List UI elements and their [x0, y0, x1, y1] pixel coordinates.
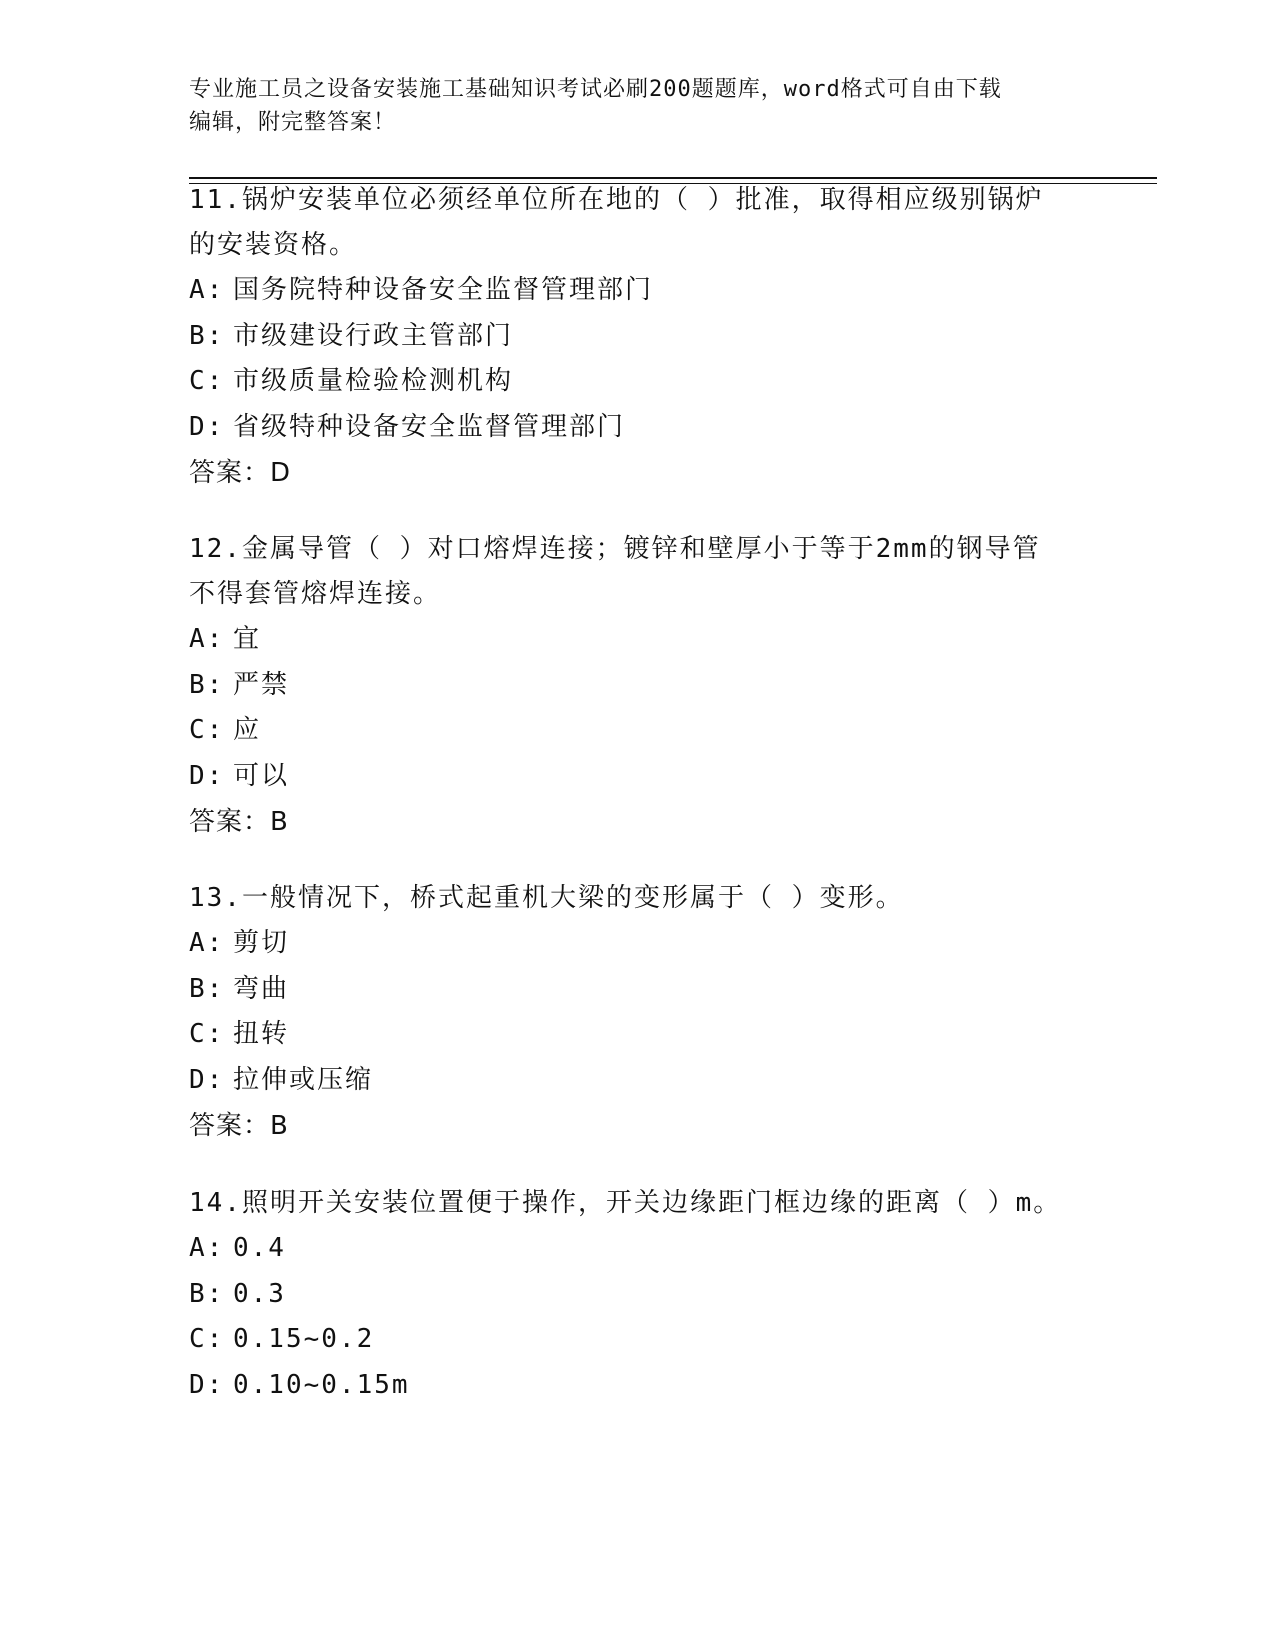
header-title-line-1: 专业施工员之设备安装施工基础知识考试必刷200题题库，word格式可自由下载: [189, 77, 1002, 102]
option-c: [189, 359, 1069, 405]
option-letter: D:: [189, 760, 225, 791]
option-letter: D:: [189, 1064, 225, 1095]
question-12: [189, 527, 1069, 845]
option-text: 严禁: [233, 669, 290, 700]
option-b: [189, 967, 1069, 1013]
option-text: 省级特种设备安全监督管理部门: [233, 411, 626, 442]
option-a: [189, 1226, 1069, 1272]
question-stem-line: 的安装资格。: [189, 230, 358, 260]
option-d: [189, 754, 1069, 800]
option-text: 弯曲: [233, 973, 290, 1004]
option-a: [189, 617, 1069, 663]
option-text: 拉伸或压缩: [233, 1064, 374, 1095]
option-a: [189, 268, 1069, 314]
option-letter: A:: [189, 624, 225, 654]
option-text: 市级质量检验检测机构: [233, 366, 514, 396]
answer-line: 答案：B: [189, 1111, 289, 1141]
option-text: 扭转: [233, 1019, 290, 1049]
option-letter: A:: [189, 928, 225, 958]
question-stem-line: 11.锅炉安装单位必须经单位所在地的（ ）批准，取得相应级别锅炉: [189, 185, 1044, 215]
option-text: 0.4: [233, 1233, 286, 1263]
option-text: 市级建设行政主管部门: [233, 320, 514, 351]
option-letter: C:: [189, 1324, 225, 1354]
option-text: 0.3: [233, 1278, 286, 1309]
option-letter: A:: [189, 1233, 225, 1263]
option-text: 宜: [233, 624, 262, 654]
option-letter: A:: [189, 275, 225, 305]
question-11: [189, 178, 1069, 496]
question-stem-line: 13.一般情况下，桥式起重机大梁的变形属于（ ）变形。: [189, 883, 904, 913]
question-stem-line: 不得套管熔焊连接。: [189, 579, 442, 609]
option-letter: B:: [189, 973, 225, 1004]
option-letter: C:: [189, 1019, 225, 1049]
question-stem-line: 12.金属导管（ ）对口熔焊连接；镀锌和壁厚小于等于2mm的钢导管: [189, 534, 1041, 564]
question-13: [189, 876, 1069, 1149]
option-c: [189, 1012, 1069, 1058]
option-text: 可以: [233, 760, 290, 791]
option-c: [189, 708, 1069, 754]
option-letter: B:: [189, 669, 225, 700]
option-text: 剪切: [233, 928, 290, 958]
option-a: [189, 921, 1069, 967]
option-d: [189, 1363, 1069, 1409]
option-letter: B:: [189, 1278, 225, 1309]
option-d: [189, 405, 1069, 451]
option-b: [189, 314, 1069, 360]
document-header: [189, 73, 1069, 139]
option-text: 国务院特种设备安全监督管理部门: [233, 275, 654, 305]
option-c: [189, 1317, 1069, 1363]
option-b: [189, 663, 1069, 709]
header-title-line-2: 编辑，附完整答案！: [189, 110, 397, 135]
option-d: [189, 1058, 1069, 1104]
answer-line: 答案：D: [189, 458, 292, 488]
option-letter: C:: [189, 366, 225, 396]
option-text: 应: [233, 715, 262, 745]
option-text: 0.10~0.15m: [233, 1369, 410, 1400]
option-b: [189, 1272, 1069, 1318]
question-stem-line: 14.照明开关安装位置便于操作，开关边缘距门框边缘的距离（ ）m。: [189, 1188, 1062, 1218]
option-letter: B:: [189, 320, 225, 351]
option-text: 0.15~0.2: [233, 1324, 375, 1354]
option-letter: D:: [189, 1369, 225, 1400]
answer-line: 答案：B: [189, 807, 289, 837]
option-letter: D:: [189, 411, 225, 442]
question-14: [189, 1181, 1069, 1408]
option-letter: C:: [189, 715, 225, 745]
